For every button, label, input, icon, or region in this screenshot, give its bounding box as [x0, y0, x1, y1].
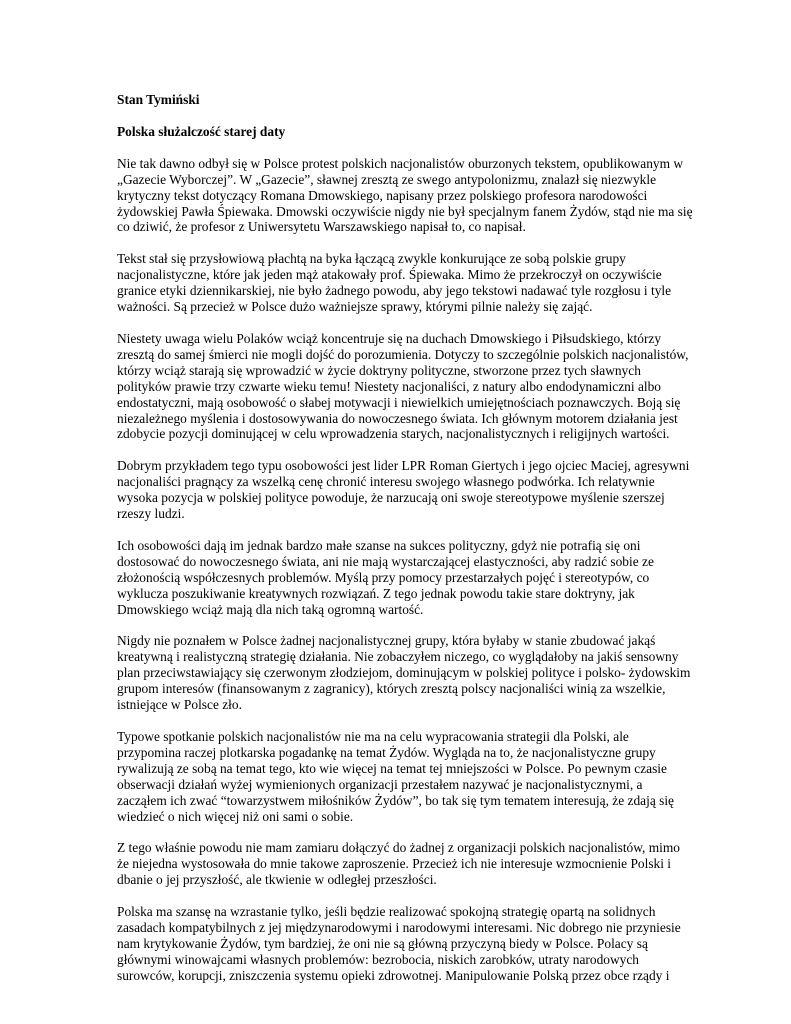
text-line: obserwacji działań wyżej wymienionych organizacji przestałem nazywać je nacjonalistycznymi, a [117, 776, 643, 792]
text-line: wysoka pozycja w polskiej polityce powoduje, że narzucają oni swoje stereotypowe myślenie szerszej [117, 490, 665, 506]
text-line: żydowskiej Pawła Śpiewaka. Dmowski oczywiście nigdy nie był specjalnym fanem Żydów, stąd nie ma się [117, 203, 693, 219]
text-line: rywalizują ze sobą na temat tego, kto wie więcej na temat tej mniejszości w Polsce. Po pewnym czasie [117, 760, 667, 776]
paragraph [117, 155, 693, 236]
text-line: dbanie o jej przyszłość, ale tkwienie w odległej przeszłości. [117, 872, 437, 888]
text-line: złożonością współczesnych problemów. Myślą przy pomocy przestarzałych pojęć i stereotypów, co [117, 569, 650, 585]
text-line: nacjonalistyczne, które jak jeden mąż atakowały prof. Śpiewaka. Mimo że przekroczył on oczywiście [117, 267, 662, 283]
text-line: Dmowskiego wciąż mają dla nich taką ogromną wartość. [117, 601, 424, 617]
text-line: Ich osobowości dają im jednak bardzo małe szanse na sukces polityczny, gdyż nie potrafią się oni [117, 537, 641, 553]
text-line: plan przeciwstawiający się czerwonym złodziejom, dominującym w polskiej polityce i polsko- żydowskim [117, 665, 691, 681]
paragraph [117, 330, 689, 442]
text-line: zacząłem ich zwać “towarzystwem miłośników Żydów”, bo tak się tym tematem interesują, że zdają się [117, 792, 674, 808]
text-line: Tekst stał się przysłowiową płachtą na byka łączącą zwykle konkurujące ze sobą polskie grupy [117, 251, 626, 267]
text-line: surowców, korupcji, zniszczenia systemu opieki zdrowotnej. Manipulowanie Polską przez obce rządy i [117, 967, 670, 983]
article-title: Polska służalczość starej daty [117, 123, 286, 139]
text-line: wyklucza poszukiwanie kreatywnych rozwiązań. Z tego jednak powodu takie stare doktryny, jak [117, 585, 635, 601]
paragraph [117, 904, 681, 984]
text-line: nacjonaliści pragnący za wszelką cenę chronić interesu swojego własnego podwórka. Ich relatywnie [117, 474, 655, 490]
text-line: „Gazecie Wyborczej”. W „Gazecie”, sławnej zresztą ze swego antypolonizmu, znalazł się niezwykle [117, 171, 657, 187]
text-line: że niejedna wystosowała do mnie takowe zaproszenie. Przecież ich nie interesuje wzmocnienie Polski i [117, 856, 672, 872]
author-name: Stan Tymiński [117, 92, 200, 107]
text-line: Typowe spotkanie polskich nacjonalistów nie ma na celu wypracowania strategii dla Polski, ale [117, 729, 629, 744]
article-body [117, 155, 693, 984]
text-line: Z tego właśnie powodu nie mam zamiaru dołączyć do żadnej z organizacji polskich nacjonalistów, mimo [117, 840, 680, 856]
text-line: niezależnego myślenia i dostosowywania do nowoczesnego świata. Ich głównym motorem działania jest [117, 410, 678, 426]
text-line: co dziwić, że profesor z Uniwersytetu Warszawskiego napisał to, co napisał. [117, 219, 526, 235]
text-line: Niestety uwaga wielu Polaków wciąż koncentruje się na duchach Dmowskiego i Piłsudskiego, którzy [117, 330, 662, 346]
text-line: grupom interesów (finansowanym z zagranicy), których zresztą polscy nacjonaliści winią za wszelkie, [117, 681, 666, 697]
paragraph [117, 729, 677, 824]
text-line: którzy wciąż starają się wprowadzić w życie doktryny polityczne, stworzone przez tych sławnych [117, 362, 641, 378]
text-line: ważności. Są przecież w Polsce dużo ważniejsze sprawy, którymi pilnie należy się zająć. [117, 299, 593, 315]
text-line: zdobycie pozycji dominującej w celu wprowadzenia starych, nacjonalistycznych i religijnych wartości. [117, 426, 670, 442]
text-line: przypomina raczej plotkarska pogadankę na temat Żydów. Wygląda na to, że nacjonalistyczne grupy [117, 744, 656, 760]
text-line: zresztą do samej śmierci nie mogli dojść do porozumienia. Dotyczy to szczególnie polskich nacjonalistów, [117, 346, 689, 362]
text-line: polityków prawie trzy czwarte wieku temu! Niestety nacjonaliści, z natury albo endodynamiczni albo [117, 378, 661, 394]
paragraph [117, 840, 680, 888]
text-line: endostatyczni, mają osobowość o słabej motywacji i niewielkich umiejętnościach poznawczych. Boją się [117, 394, 681, 410]
text-line: istniejące w Polsce zło. [117, 697, 242, 713]
text-line: Nie tak dawno odbył się w Polsce protest polskich nacjonalistów oburzonych tekstem, opublikowanym w [117, 155, 684, 171]
text-line: krytyczny tekst dotyczący Romana Dmowskiego, napisany przez polskiego profesora narodowości [117, 187, 648, 203]
text-line: nam krytykowanie Żydów, tym bardziej, że oni nie są główną przyczyną biedy w Polsce. Polacy są [117, 935, 648, 951]
document-page [117, 92, 693, 984]
text-line: zasadach kompatybilnych z jej międzynarodowymi i narodowymi interesami. Nic dobrego nie przyniesie [117, 920, 681, 936]
text-line: Polska ma szansę na wzrastanie tylko, jeśli będzie realizować spokojną strategię opartą na solidnych [117, 904, 656, 920]
paragraph [117, 251, 677, 315]
paragraph [117, 538, 677, 618]
text-line: Nigdy nie poznałem w Polsce żadnej nacjonalistycznej grupy, która byłaby w stanie zbudować jakąś [117, 633, 656, 649]
paragraph [117, 633, 691, 713]
text-line: głównymi winowajcami własnych problemów: bezrobocia, niskich zarobków, utraty narodowych [117, 951, 639, 967]
paragraph [117, 458, 690, 522]
text-line: dostosować do nowoczesnego świata, ani nie mają wystarczającej elastyczności, aby radzić sobie ze [117, 553, 654, 569]
text-line: wiedzieć o nich więcej niż oni sami o sobie. [117, 808, 354, 824]
text-line: rzeszy ludzi. [117, 506, 185, 522]
text-line: granice etyki dziennikarskiej, nie było żadnego powodu, aby jego tekstowi nadawać tyle rozgłosu i tyle [117, 283, 672, 299]
text-line: kreatywną i realistyczną strategię działania. Nie zobaczyłem niczego, co wyglądałoby na jakiś sensowny [117, 649, 679, 665]
text-line: Dobrym przykładem tego typu osobowości jest lider LPR Roman Giertych i jego ojciec Maciej, agresywni [117, 458, 690, 474]
